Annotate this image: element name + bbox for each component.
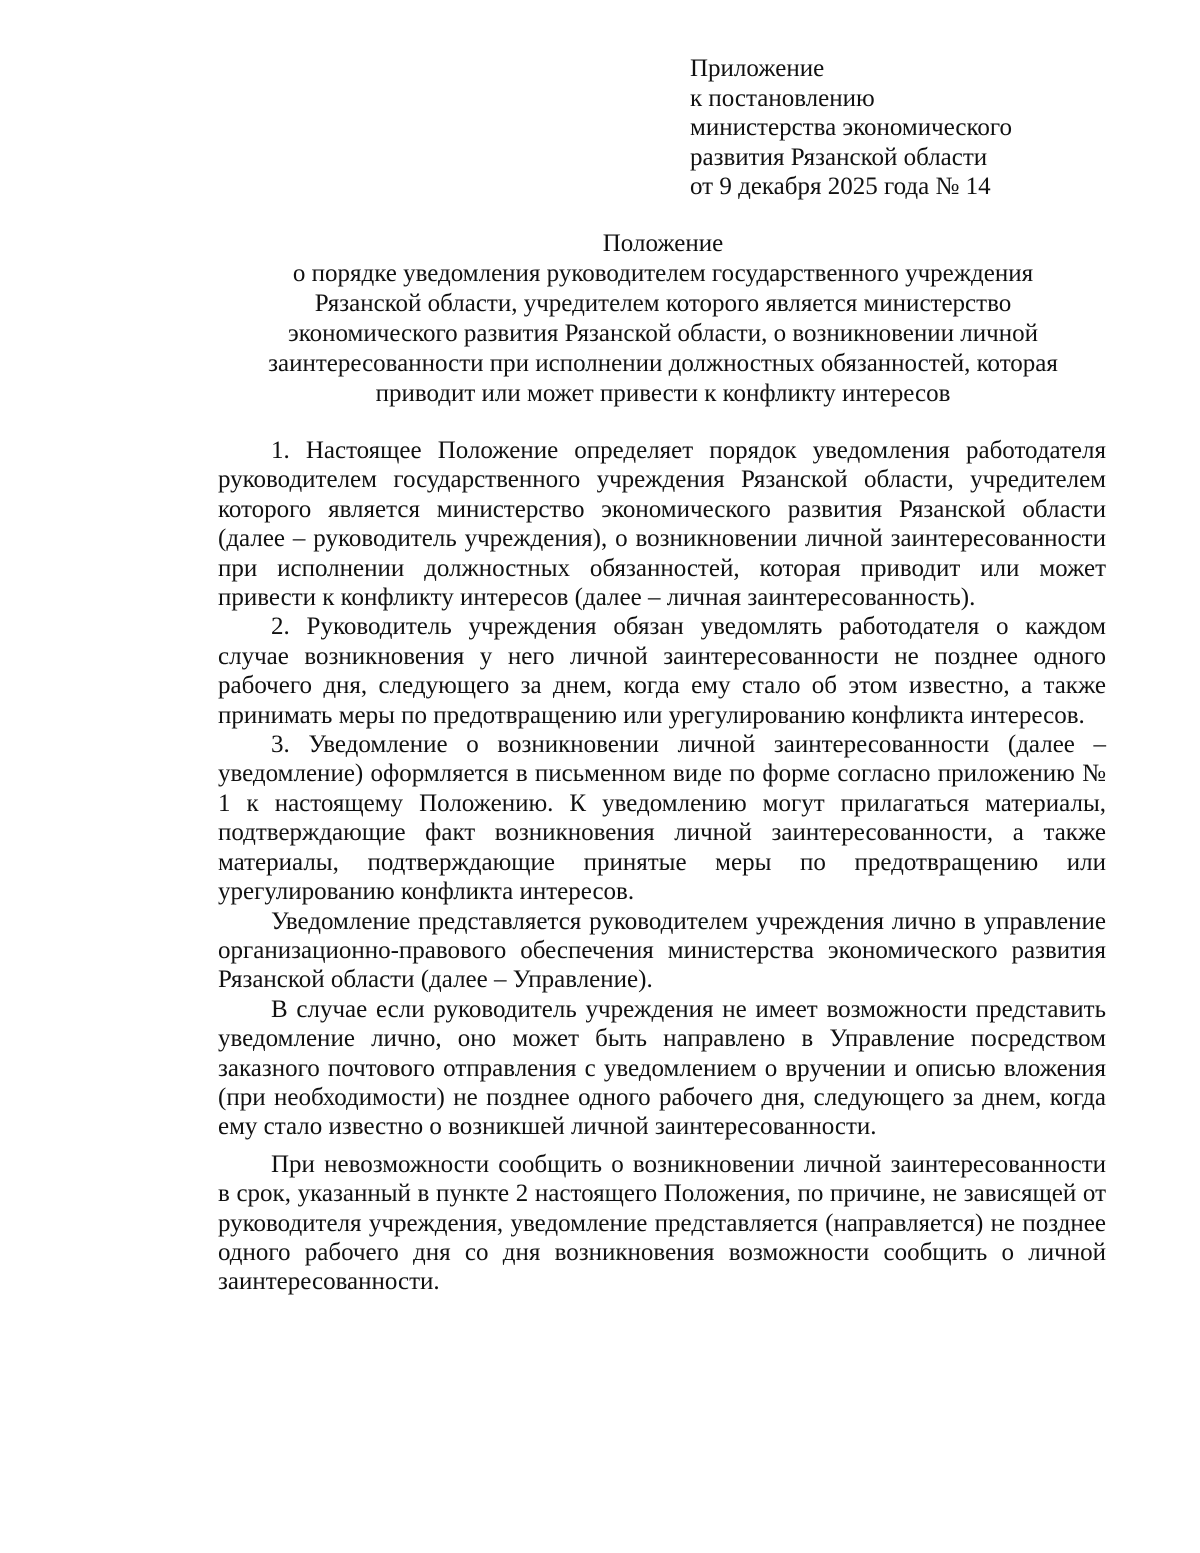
paragraph-item-3: 3. Уведомление о возникновении личной заинтересованности (далее – уведомление) оформляется в письменном виде по форме согласно приложению № 1 к настоящему Положению. К уведомлению могут прилагаться материалы, подтверждающие факт возникновения личной заинтересованности, а также материалы, подтверждающие принятые меры по предотвращению или урегулированию конфликта интересов.	[218, 731, 1106, 906]
paragraph-submission: Уведомление представляется руководителем учреждения лично в управление организационно-правового обеспечения министерства экономического развития Рязанской области (далее – Управление).	[218, 907, 1106, 994]
paragraph-item-2: 2. Руководитель учреждения обязан уведомлять работодателя о каждом случае возникновения у него личной заинтересованности не позднее одного рабочего дня, следующего за днем, когда ему стало об этом известно, а также принимать меры по предотвращению или урегулированию конфликта интересов.	[218, 613, 1106, 729]
document-subtitle-line: экономического развития Рязанской области, о возникновении личной	[288, 320, 1038, 347]
appendix-header-date: от 9 декабря 2025 года № 14	[690, 173, 991, 200]
document-title	[220, 229, 1106, 409]
document-subtitle-line: заинтересованности при исполнении должностных обязанностей, которая	[268, 350, 1058, 377]
document-subtitle-line: о порядке уведомления руководителем государственного учреждения	[292, 260, 1034, 287]
paragraph-mail-submission: В случае если руководитель учреждения не имеет возможности представить уведомление лично, оно может быть направлено в Управление посредством заказного почтового отправления с уведомлением о вручении и описью вложения (при необходимости) не позднее одного рабочего дня, следующего за днем, когда ему стало известно о возникшей личной заинтересованности.	[218, 995, 1106, 1141]
document-heading: Положение	[602, 230, 724, 257]
document-subtitle-line: приводит или может привести к конфликту интересов	[375, 380, 951, 407]
document-subtitle-line: Рязанской области, учредителем которого является министерство	[314, 290, 1012, 317]
appendix-header-line: министерства экономического	[690, 114, 1013, 141]
appendix-header	[690, 54, 1170, 202]
paragraph-item-1: 1. Настоящее Положение определяет порядок уведомления работодателя руководителем государственного учреждения Рязанской области, учредителем которого является министерство экономического развития Рязанской области (далее – руководитель учреждения), о возникновении личной заинтересованности при исполнении должностных обязанностей, которая приводит или может привести к конфликту интересов (далее – личная заинтересованность).	[218, 437, 1106, 612]
appendix-header-line: развития Рязанской области	[690, 143, 988, 171]
appendix-header-line: к постановлению	[690, 84, 875, 112]
appendix-header-line: Приложение	[690, 55, 825, 82]
document-body	[218, 436, 1106, 1297]
paragraph-late-submission: При невозможности сообщить о возникновении личной заинтересованности в срок, указанный в пункте 2 настоящего Положения, по причине, не зависящей от руководителя учреждения, уведомление представляется (направляется) не позднее одного рабочего дня со дня возникновения возможности сообщить о личной заинтересованности.	[218, 1150, 1106, 1296]
